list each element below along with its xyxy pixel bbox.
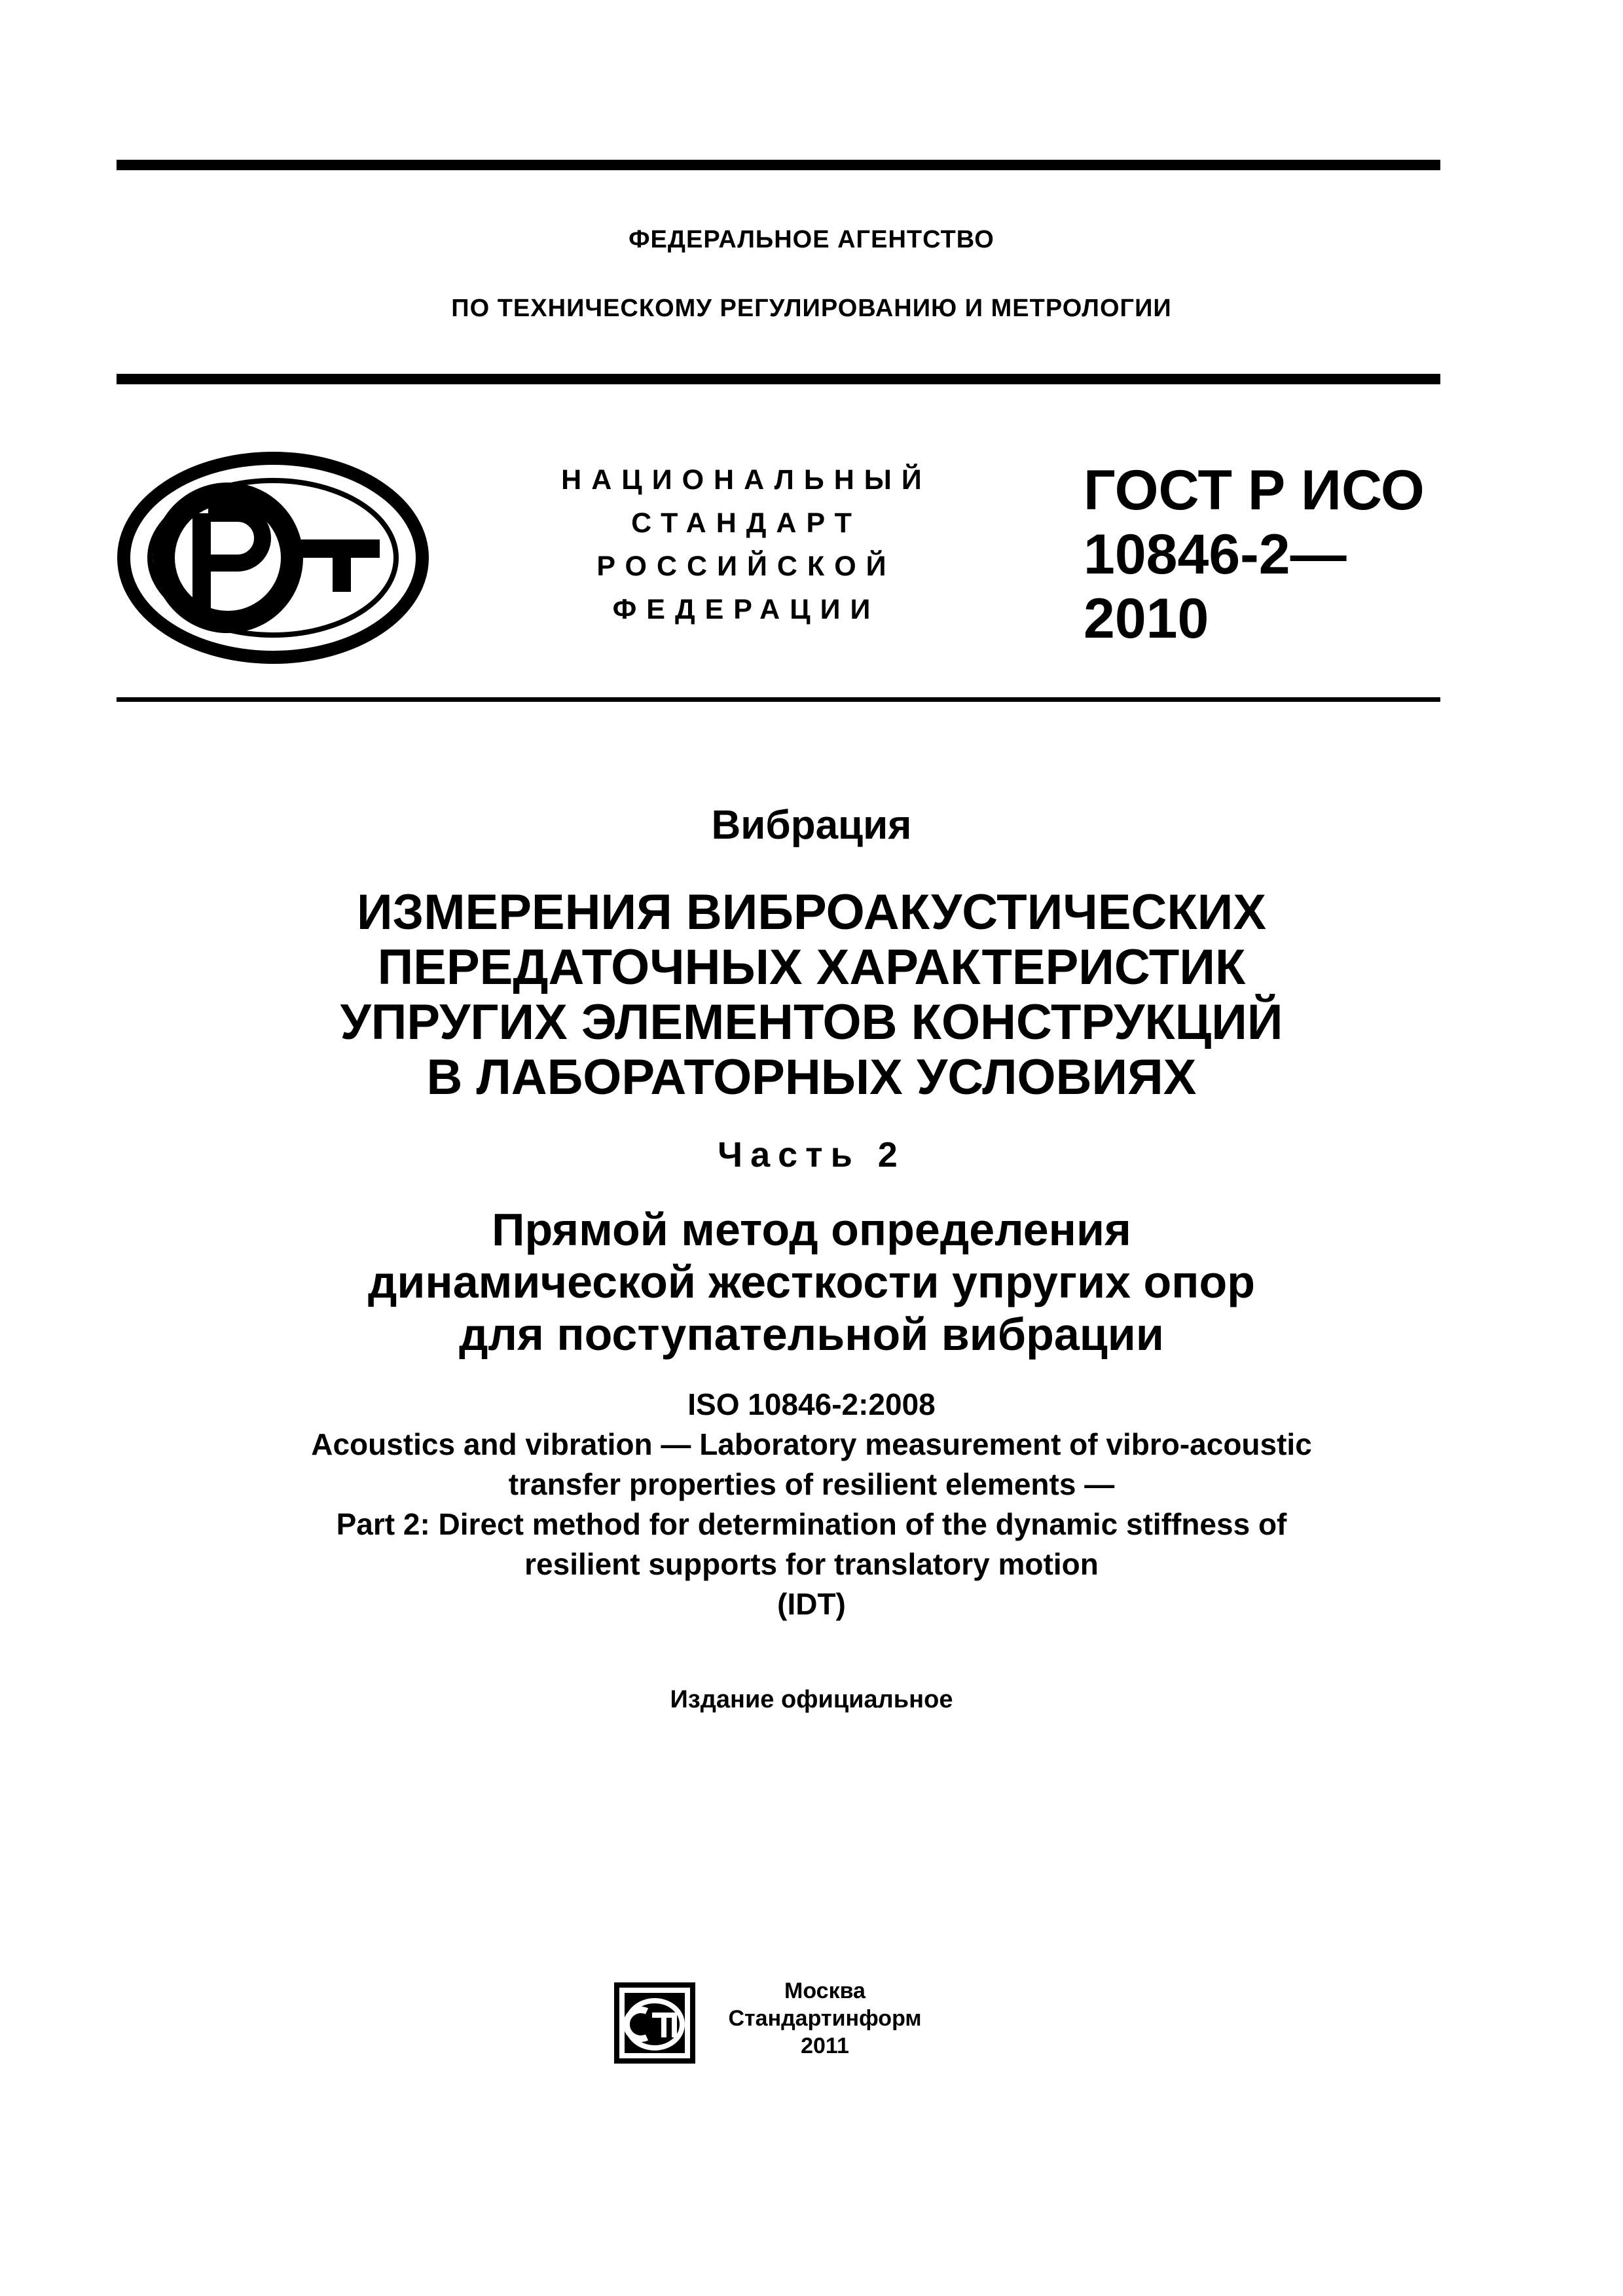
agency-line-1: ФЕДЕРАЛЬНОЕ АГЕНТСТВО xyxy=(629,226,994,253)
title-main-line-4: В ЛАБОРАТОРНЫХ УСЛОВИЯХ xyxy=(426,1049,1197,1105)
iso-reference xyxy=(0,1385,1623,1624)
title-main-line-1: ИЗМЕРЕНИЯ ВИБРОАКУСТИЧЕСКИХ xyxy=(356,884,1267,940)
publisher-logo-icon xyxy=(609,1977,701,2069)
title-main xyxy=(0,885,1623,1105)
national-standard-line-3: РОССИЙСКОЙ xyxy=(596,551,896,582)
title-subtitle xyxy=(0,1203,1623,1360)
iso-line-1: ISO 10846-2:2008 xyxy=(687,1387,936,1421)
subtitle-line-2: динамической жесткости упругих опор xyxy=(367,1256,1256,1307)
iso-line-6: (IDT) xyxy=(777,1587,846,1621)
national-standard-line-1: НАЦИОНАЛЬНЫЙ xyxy=(561,464,932,496)
title-main-line-3: УПРУГИХ ЭЛЕМЕНТОВ КОНСТРУКЦИЙ xyxy=(340,994,1283,1050)
publisher-info xyxy=(714,1977,936,2060)
rst-logo-icon xyxy=(117,450,429,665)
standard-designation xyxy=(1084,458,1450,651)
publisher-name: Стандартинформ xyxy=(728,2006,922,2031)
national-standard-line-2: СТАНДАРТ xyxy=(631,507,862,539)
iso-line-5: resilient supports for translatory motion xyxy=(524,1547,1099,1581)
subtitle-line-1: Прямой метод определения xyxy=(492,1204,1131,1255)
edition-label: Издание официальное xyxy=(670,1686,953,1713)
iso-line-3: transfer properties of resilient elements — xyxy=(508,1467,1115,1501)
iso-line-4: Part 2: Direct method for determination of the dynamic stiffness of xyxy=(336,1507,1287,1541)
designation-line-2: 10846-2— xyxy=(1084,523,1347,586)
top-rule xyxy=(117,160,1440,170)
agency-line-2: ПО ТЕХНИЧЕСКОМУ РЕГУЛИРОВАНИЮ И МЕТРОЛОГИИ xyxy=(451,295,1172,322)
publisher-year: 2011 xyxy=(801,2033,849,2058)
national-standard-line-4: ФЕДЕРАЦИИ xyxy=(612,594,881,625)
iso-line-2: Acoustics and vibration — Laboratory measurement of vibro-acoustic xyxy=(311,1427,1312,1461)
title-main-line-2: ПЕРЕДАТОЧНЫХ ХАРАКТЕРИСТИК xyxy=(377,939,1246,995)
publisher-city: Москва xyxy=(784,1978,866,2003)
subtitle-line-3: для поступательной вибрации xyxy=(459,1309,1164,1360)
title-part: Часть 2 xyxy=(718,1135,905,1175)
header-rule xyxy=(117,374,1440,384)
title-pre: Вибрация xyxy=(711,803,912,848)
designation-line-3: 2010 xyxy=(1084,587,1209,650)
designation-rule xyxy=(117,697,1440,702)
national-standard-label xyxy=(517,458,976,631)
designation-line-1: ГОСТ Р ИСО xyxy=(1084,459,1425,522)
